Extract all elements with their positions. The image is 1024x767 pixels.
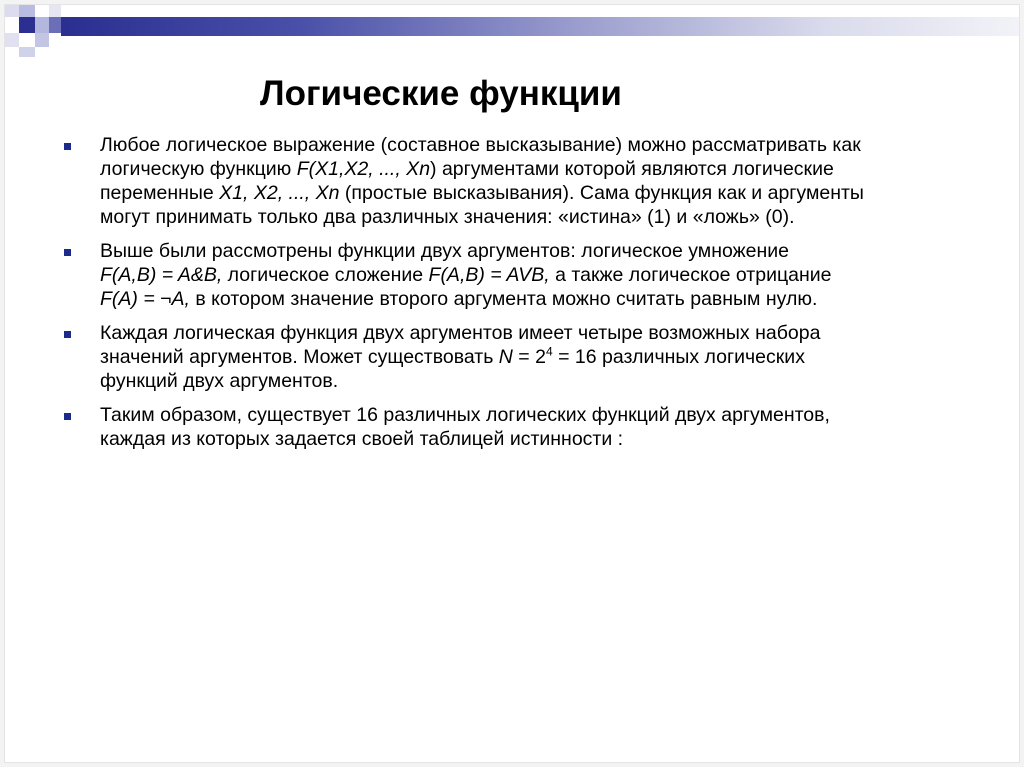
deco-square-5 xyxy=(35,17,49,33)
bullet-line: переменные X1, X2, ..., Xn (простые высказывания). Сама функция как и аргументы xyxy=(100,182,864,204)
bullet-item xyxy=(59,321,1009,393)
bullet-item xyxy=(59,239,1009,311)
bullet-line: Таким образом, существует 16 различных логических функций двух аргументов, xyxy=(100,404,830,426)
bullet-line: F(A,B) = A&B, логическое сложение F(A,B) = AVB, а также логическое отрицание xyxy=(100,264,832,286)
deco-square-8 xyxy=(35,33,49,47)
deco-square-2 xyxy=(19,5,35,17)
bullet-line: Выше были рассмотрены функции двух аргументов: логическое умножение xyxy=(100,240,790,262)
slide-title: Логические функции xyxy=(260,74,622,113)
bullet-line: Любое логическое выражение (составное высказывание) можно рассматривать как xyxy=(100,134,861,156)
deco-square-9 xyxy=(19,47,35,57)
bullet-line: функций двух аргументов. xyxy=(100,370,339,392)
deco-square-7 xyxy=(5,33,19,47)
square-bullet-icon xyxy=(64,331,71,338)
square-bullet-icon xyxy=(64,413,71,420)
deco-square-1 xyxy=(5,5,19,17)
bullet-line: логическую функцию F(X1,X2, ..., Xn) аргументами которой являются логические xyxy=(100,158,834,180)
header-gradient-bar xyxy=(61,17,1019,36)
deco-square-6 xyxy=(49,17,61,33)
bullet-item xyxy=(59,133,1009,229)
bullet-line: F(A) = ¬A, в котором значение второго аргумента можно считать равным нулю. xyxy=(100,288,818,310)
bullet-line: Каждая логическая функция двух аргументов имеет четыре возможных набора xyxy=(100,322,821,344)
deco-square-4 xyxy=(19,17,35,33)
bullet-line: могут принимать только два различных значения: «истина» (1) и «ложь» (0). xyxy=(100,206,795,228)
square-bullet-icon xyxy=(64,143,71,150)
square-bullet-icon xyxy=(64,249,71,256)
bullet-line: значений аргументов. Может существовать $N = 2^4 = 16$ различных логических xyxy=(100,344,805,368)
bullet-item xyxy=(59,403,1009,451)
bullet-list xyxy=(59,133,1009,461)
slide xyxy=(4,4,1020,763)
bullet-line: каждая из которых задается своей таблицей истинности : xyxy=(100,428,624,450)
deco-square-3 xyxy=(49,5,61,17)
